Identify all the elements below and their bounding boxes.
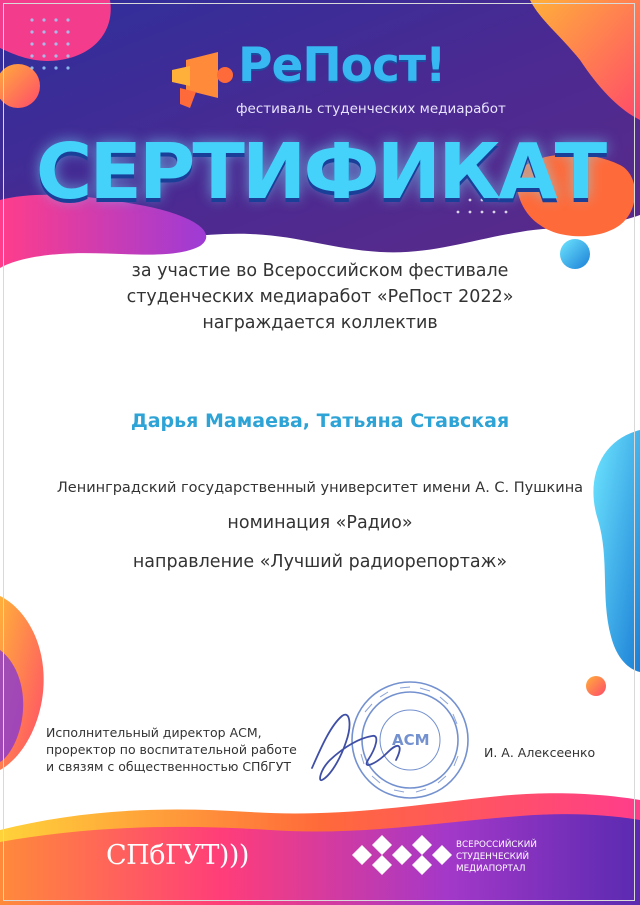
signatory-title-line-1: Исполнительный директор АСМ, bbox=[46, 725, 262, 740]
direction: направление «Лучший радиорепортаж» bbox=[132, 552, 508, 572]
mediaportal-line-2: СТУДЕНЧЕСКИЙ bbox=[456, 852, 530, 862]
signatory-name: И. А. Алексеенко bbox=[484, 745, 596, 760]
intro-line-2: студенческих медиаработ «РеПост 2022» bbox=[126, 287, 514, 307]
spbgut-logo: СПбГУТ))) bbox=[106, 840, 249, 871]
mediaportal-line-1: ВСЕРОССИЙСКИЙ bbox=[456, 840, 537, 850]
stamp-label: АСМ bbox=[392, 731, 430, 749]
signatory-title bbox=[46, 724, 316, 775]
mediaportal-logo-text bbox=[456, 839, 537, 875]
signature bbox=[312, 715, 400, 781]
festival-logo-name: РеПост! bbox=[238, 38, 446, 93]
university-name: Ленинградский государственный университет имени А. С. Пушкина bbox=[56, 480, 584, 496]
recipient-names: Дарья Мамаева, Татьяна Ставская bbox=[130, 410, 510, 432]
mediaportal-line-3: МЕДИАПОРТАЛ bbox=[456, 864, 526, 874]
signatory-title-line-3: и связям с общественностью СПбГУТ bbox=[46, 759, 292, 774]
certificate-title: СЕРТИФИКАТ bbox=[35, 128, 605, 217]
festival-logo-tagline: фестиваль студенческих медиаработ bbox=[236, 101, 506, 117]
signatory-title-line-2: проректор по воспитательной работе bbox=[46, 742, 297, 757]
intro-line-1: за участие во Всероссийском фестивале bbox=[131, 261, 509, 281]
nomination: номинация «Радио» bbox=[227, 513, 413, 533]
intro-text bbox=[0, 258, 640, 336]
intro-line-3: награждается коллектив bbox=[202, 313, 438, 333]
